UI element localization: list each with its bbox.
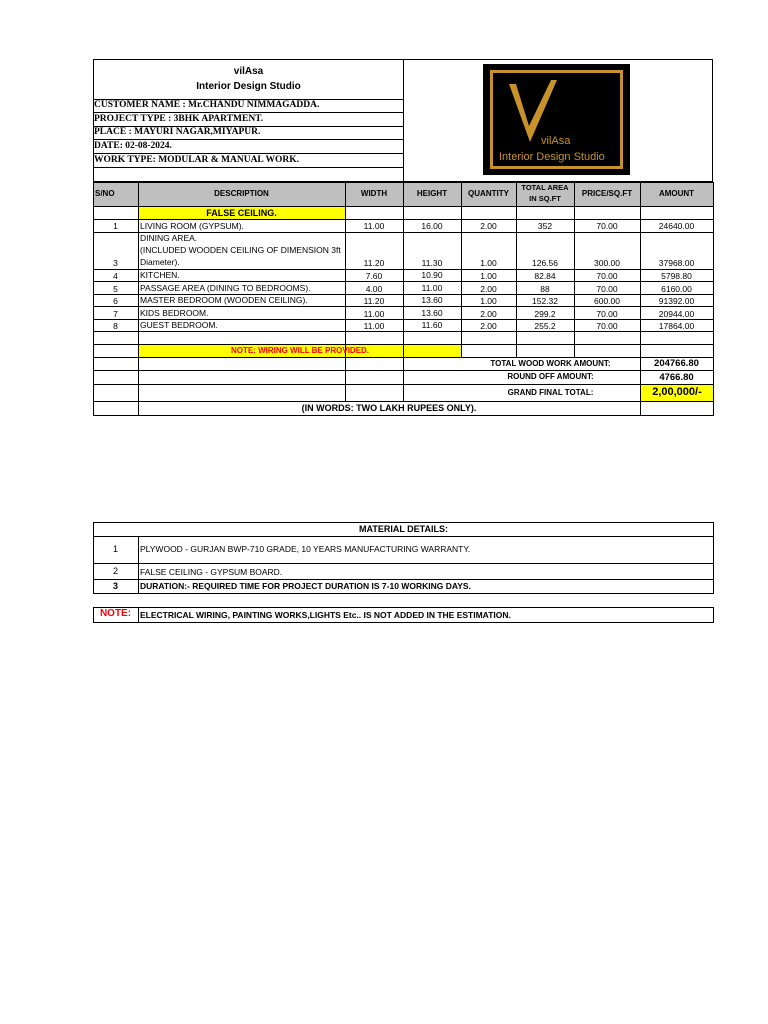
logo-tagline: Interior Design Studio [499,151,605,163]
company-logo [483,64,630,175]
total-wood-value: 204766.80 [654,358,699,369]
col-header-sno: S/NO [95,189,115,198]
round-off-label: ROUND OFF AMOUNT: [507,372,594,381]
note-label: NOTE: [99,608,132,619]
col-header-price: PRICE/SQ.FT [581,189,633,198]
col-header-quantity: QUANTITY [468,189,509,198]
company-tagline: Interior Design Studio [196,81,301,92]
customer-name: CUSTOMER NAME : Mr.CHANDU NIMMAGADDA. [94,100,320,110]
date: DATE: 02-08-2024. [94,141,172,151]
wiring-note: NOTE: WIRING WILL BE PROVIDED. [230,346,370,355]
material-details-title: MATERIAL DETAILS: [359,524,448,534]
work-type: WORK TYPE: MODULAR & MANUAL WORK. [94,155,299,165]
col-header-width: WIDTH [360,189,388,198]
grand-total-value: 2,00,000/- [652,386,702,398]
total-wood-label: TOTAL WOOD WORK AMOUNT: [490,359,611,368]
round-off-value: 4766.80 [659,372,694,383]
note-text: ELECTRICAL WIRING, PAINTING WORKS,LIGHTS Etc.. IS NOT ADDED IN THE ESTIMATION. [140,610,511,620]
col-header-area-line2: IN SQ.FT [529,194,561,203]
col-header-height: HEIGHT [416,189,448,198]
place: PLACE : MAYURI NAGAR,MIYAPUR. [94,127,261,137]
col-header-area-line1: TOTAL AREA [521,183,569,192]
grand-total-label: GRAND FINAL TOTAL: [507,388,594,397]
company-name: vilAsa [233,66,264,77]
logo-name: vilAsa [541,135,571,147]
col-header-description: DESCRIPTION [214,189,269,198]
amount-in-words: (IN WORDS: TWO LAKH RUPEES ONLY). [301,403,477,413]
section-false-ceiling: FALSE CEILING. [206,208,277,218]
project-type: PROJECT TYPE : 3BHK APARTMENT. [94,114,264,124]
col-header-amount: AMOUNT [658,189,695,198]
